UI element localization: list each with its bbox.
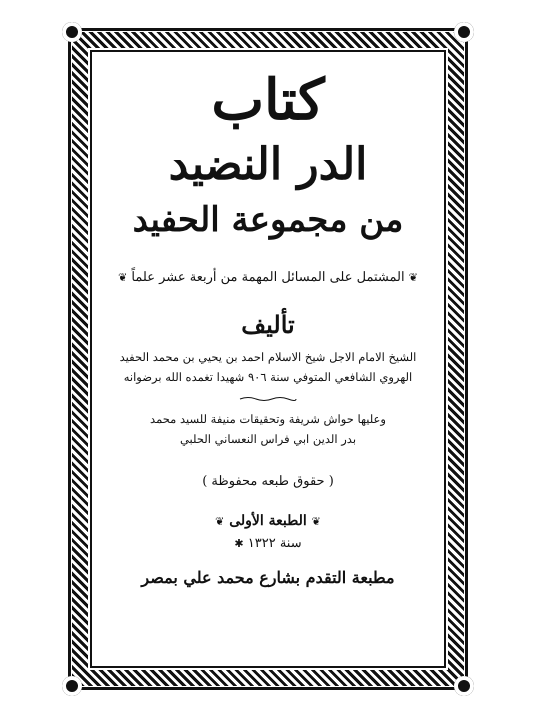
- book-description-row: [100, 268, 436, 288]
- publication-year: سنة ١٣٢٢: [247, 536, 302, 551]
- notes-line-2: بدر الدين ابي فراس النعساني الحلبي: [179, 432, 357, 446]
- book-subtitle-line2: من مجموعة الحفيد: [132, 200, 404, 240]
- publication-year-row: [100, 534, 436, 554]
- book-title: كتاب: [211, 67, 325, 133]
- rights-notice: ( حقوق طبعه محفوظة ): [202, 474, 334, 489]
- corner-ornament-icon: [454, 676, 474, 696]
- edition-row: [100, 510, 436, 533]
- page-content: [100, 60, 436, 658]
- book-description: المشتمل على المسائل المهمة من أربعة عشر علماً: [131, 270, 405, 285]
- corner-ornament-icon: [454, 22, 474, 42]
- leaf-ornament-icon: ❦: [311, 515, 321, 528]
- printing-press: مطبعة التقدم بشارع محمد علي بمصر: [141, 568, 395, 587]
- edition-label: الطبعة الأولى: [229, 513, 307, 529]
- corner-ornament-icon: [62, 676, 82, 696]
- author-label: تأليف: [241, 310, 295, 339]
- author-line-1: الشيخ الامام الاجل شيخ الاسلام احمد بن يحيي بن محمد الحفيد: [119, 350, 417, 364]
- divider-ornament-icon: [238, 396, 298, 402]
- author-line-2: الهروي الشافعي المتوفي سنة ٩٠٦ شهيدا تغمده الله برضوانه: [123, 370, 413, 384]
- leaf-ornament-icon: ❦: [408, 271, 418, 284]
- notes-line-1: وعليها حواش شريفة وتحقيقات منيفة للسيد محمد: [150, 412, 386, 426]
- corner-ornament-icon: [62, 22, 82, 42]
- leaf-ornament-icon: ❦: [215, 515, 225, 528]
- asterisk-ornament-icon: ✱: [234, 537, 244, 550]
- leaf-ornament-icon: ❦: [118, 271, 128, 284]
- book-subtitle: الدر النضيد: [168, 139, 368, 190]
